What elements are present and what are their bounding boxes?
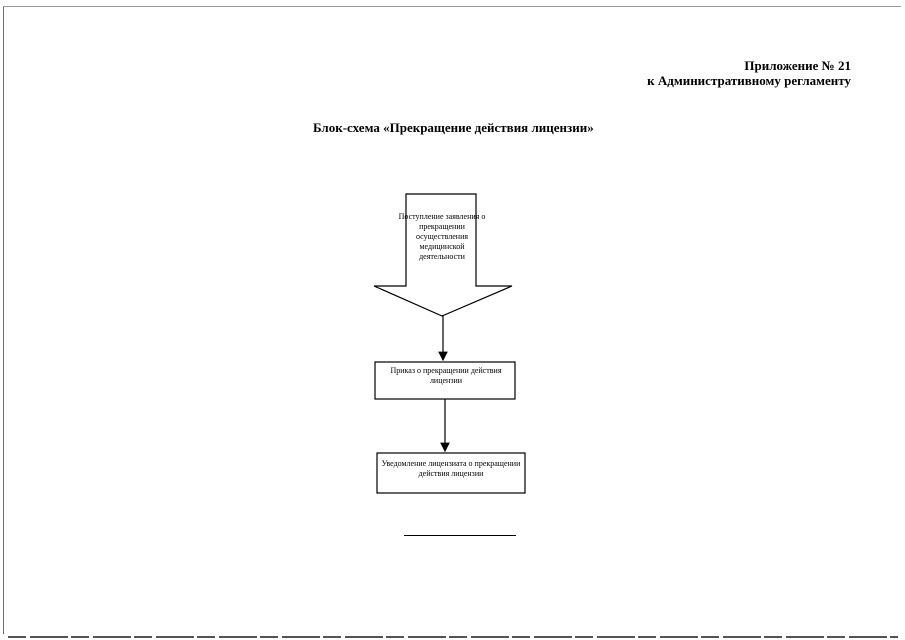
step2-text: Уведомление лицензиата о прекращении действия лицензии — [381, 459, 521, 478]
appendix-reference: к Административному регламенту — [647, 73, 851, 88]
diagram-title: Блок-схема «Прекращение действия лицензии» — [313, 120, 594, 135]
appendix-number: Приложение № 21 — [744, 58, 851, 73]
signature-line — [404, 535, 516, 536]
step1-text: Приказ о прекращении действия лицензии — [390, 366, 502, 385]
start-arrow-text: Поступление заявления о прекращении осуществления медицинской деятельности — [398, 212, 486, 261]
